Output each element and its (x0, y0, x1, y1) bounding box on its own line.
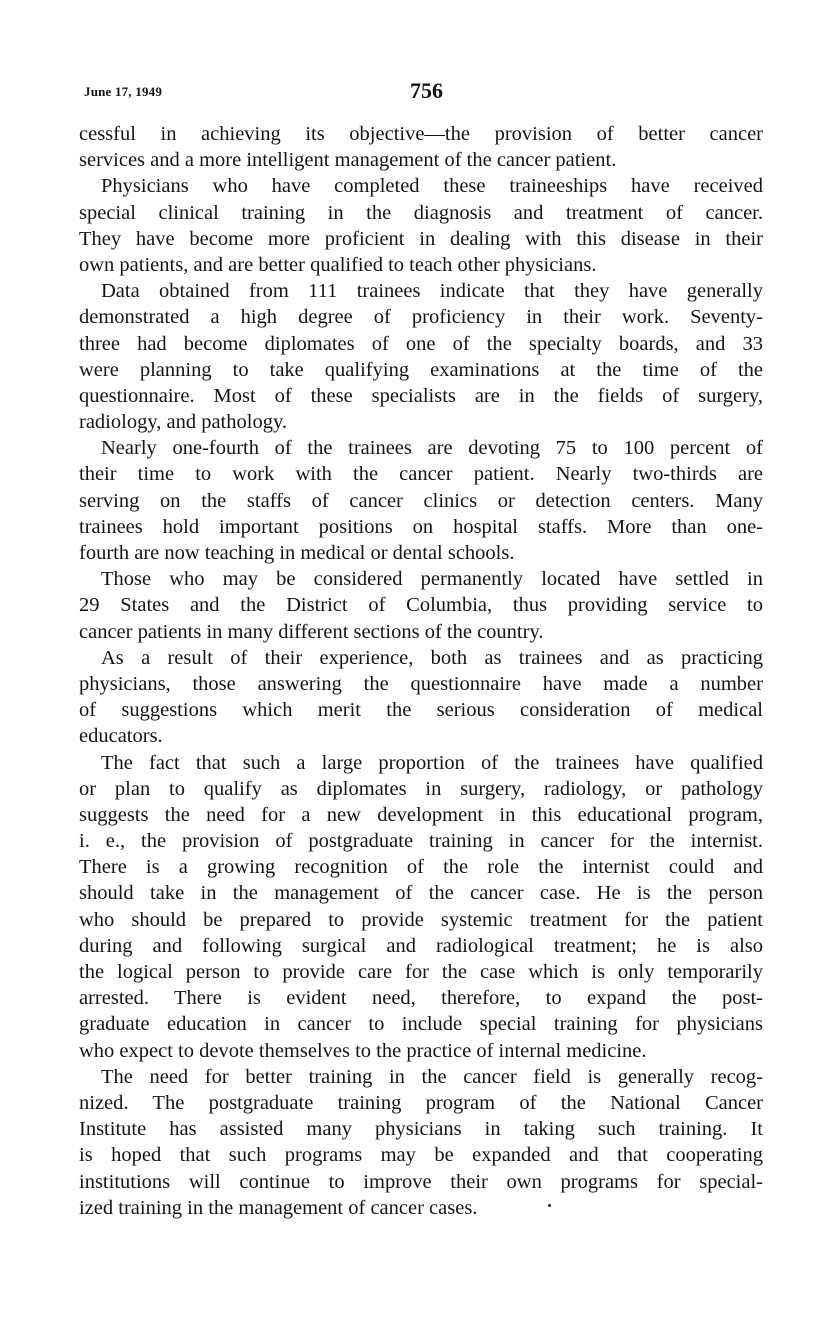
text-line: suggests the need for a new development in this educational program, (79, 803, 763, 826)
text-line: graduate education in cancer to include special training for physicians (79, 1013, 763, 1036)
article-body (79, 121, 763, 1221)
paragraph (79, 1064, 763, 1221)
text-line: 29 States and the District of Columbia, thus providing service to (79, 594, 763, 617)
paragraph (79, 566, 763, 645)
text-line: nized. The postgraduate training program of the National Cancer (79, 1091, 763, 1114)
text-line: were planning to take qualifying examinations at the time of the (79, 358, 763, 381)
text-line: physicians, those answering the questionnaire have made a number (79, 672, 763, 695)
text-line: trainees hold important positions on hospital staffs. More than one- (79, 515, 763, 538)
text-line: who should be prepared to provide systemic treatment for the patient (79, 908, 763, 931)
text-line: The fact that such a large proportion of the trainees have qualified (101, 751, 763, 774)
text-line: They have become more proficient in dealing with this disease in their (79, 227, 763, 250)
text-line: radiology, and pathology. (79, 411, 287, 434)
text-line: of suggestions which merit the serious consideration of medical (79, 699, 763, 722)
text-line: cessful in achieving its objective—the provision of better cancer (79, 123, 763, 145)
page-header (84, 78, 764, 108)
text-line: is hoped that such programs may be expanded and that cooperating (79, 1144, 763, 1167)
text-line: demonstrated a high degree of proficiency in their work. Seventy- (79, 306, 763, 329)
paragraph (79, 435, 763, 566)
paragraph (79, 173, 763, 278)
text-line: services and a more intelligent management of the cancer patient. (79, 149, 617, 172)
print-speck (548, 1204, 551, 1207)
text-line: should take in the management of the cancer case. He is the person (79, 882, 763, 905)
paragraph (79, 645, 763, 750)
text-line: during and following surgical and radiological treatment; he is also (79, 934, 763, 957)
text-line: the logical person to provide care for the case which is only temporarily (79, 961, 763, 983)
text-line: special clinical training in the diagnosis and treatment of cancer. (79, 201, 763, 224)
text-line: institutions will continue to improve their own programs for special- (79, 1170, 763, 1193)
text-line: who expect to devote themselves to the practice of internal medicine. (79, 1039, 647, 1062)
text-line: fourth are now teaching in medical or dental schools. (79, 542, 515, 564)
text-line: Those who may be considered permanently located have settled in (101, 568, 763, 591)
text-line: The need for better training in the cancer field is generally recog- (101, 1065, 763, 1088)
text-line: three had become diplomates of one of the specialty boards, and 33 (79, 332, 763, 355)
text-line: Physicians who have completed these traineeships have received (101, 175, 763, 198)
text-line: their time to work with the cancer patient. Nearly two-thirds are (79, 463, 763, 486)
text-line: Data obtained from 111 trainees indicate that they have generally (101, 280, 763, 303)
text-line: As a result of their experience, both as trainees and as practicing (101, 646, 763, 669)
text-line: arrested. There is evident need, therefore, to expand the post- (79, 987, 763, 1010)
text-line: serving on the staffs of cancer clinics or detection centers. Many (79, 489, 763, 512)
page-number: 756 (410, 78, 443, 103)
text-line: own patients, and are better qualified to teach other physicians. (79, 253, 597, 276)
text-line: Institute has assisted many physicians in taking such training. It (79, 1118, 763, 1141)
paragraph (79, 121, 763, 173)
text-line: There is a growing recognition of the role the internist could and (79, 856, 763, 879)
text-line: educators. (79, 725, 163, 748)
paragraph (79, 278, 763, 435)
text-line: or plan to qualify as diplomates in surgery, radiology, or pathology (79, 777, 763, 800)
text-line: i. e., the provision of postgraduate training in cancer for the internist. (79, 830, 763, 853)
text-line: cancer patients in many different sections of the country. (79, 620, 544, 643)
text-line: Nearly one-fourth of the trainees are devoting 75 to 100 percent of (101, 437, 763, 460)
text-line: questionnaire. Most of these specialists are in the fields of surgery, (79, 384, 763, 407)
publication-date: June 17, 1949 (84, 84, 163, 99)
paragraph (79, 750, 763, 1064)
text-line: ized training in the management of cancer cases. (79, 1196, 478, 1219)
